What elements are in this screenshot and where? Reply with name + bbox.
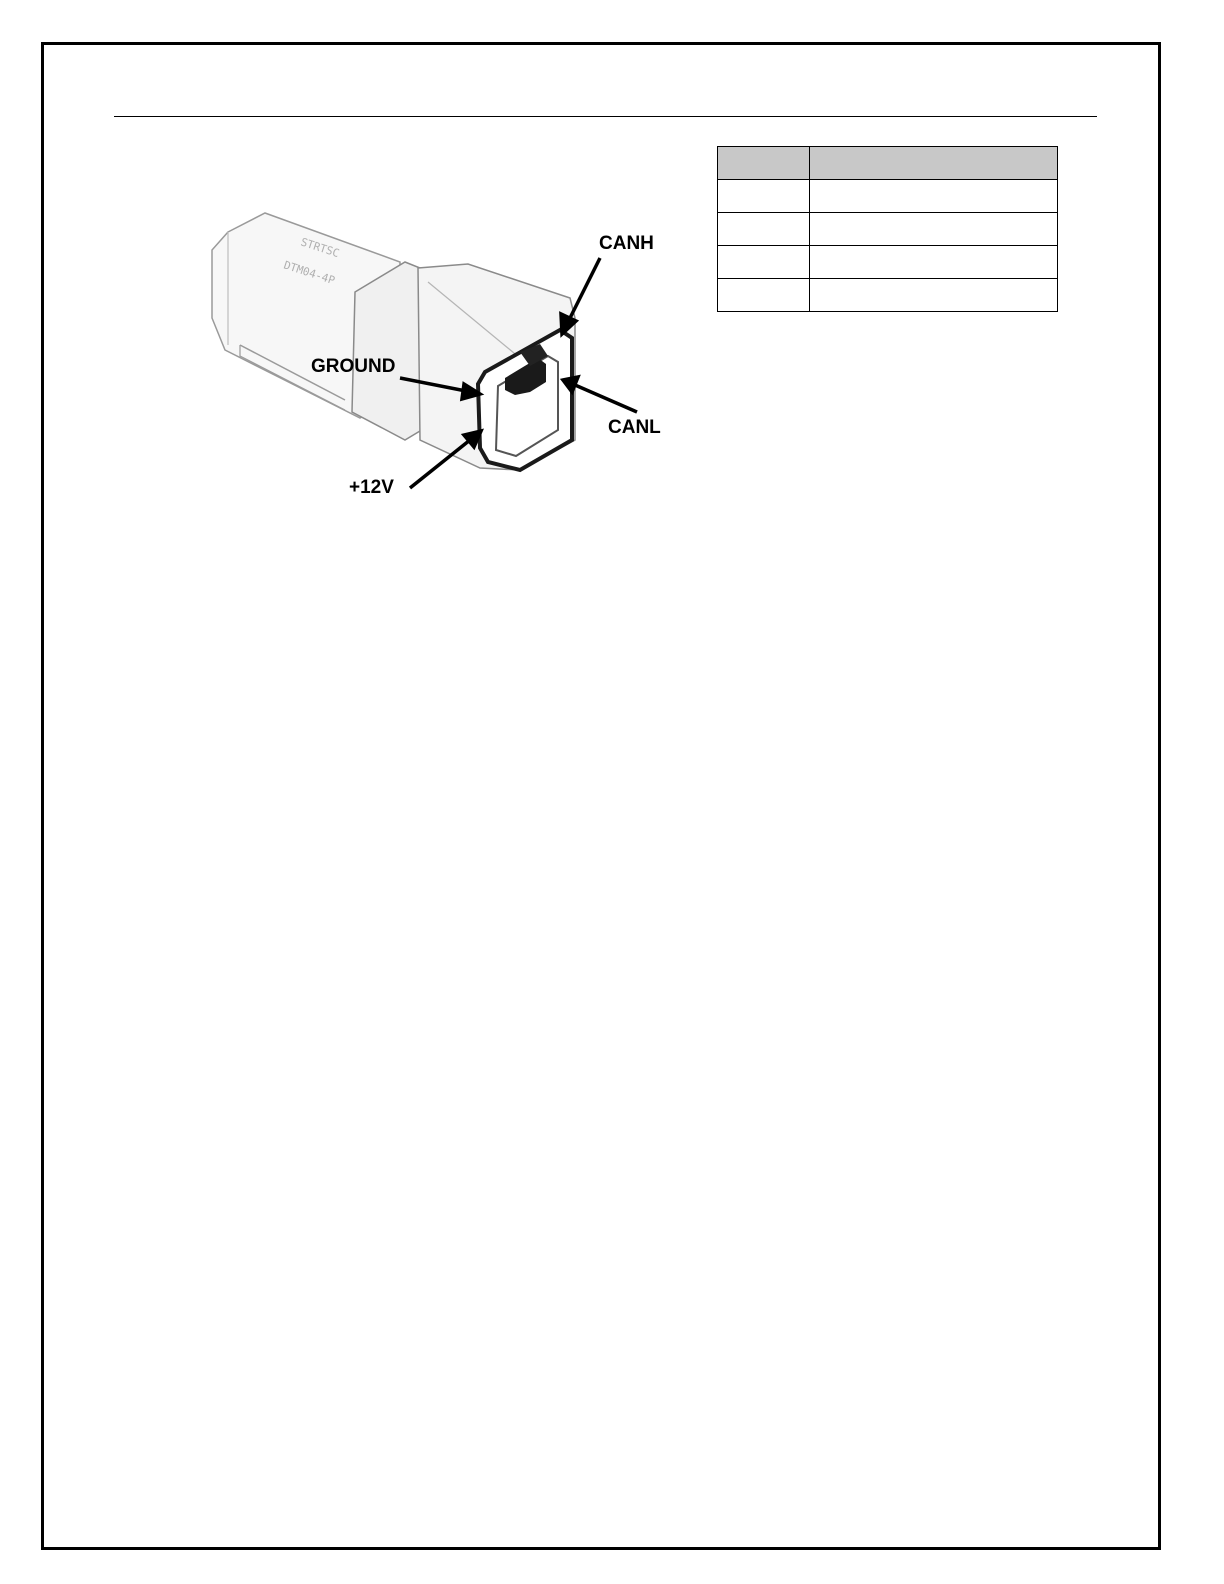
svg-text:DTM04-4P: DTM04-4P — [282, 258, 337, 288]
pin-assignment-table — [717, 146, 1058, 312]
header-divider — [114, 116, 1097, 117]
plus-12v-label: +12V — [349, 477, 394, 498]
table-header-cell — [718, 147, 810, 180]
table-cell — [810, 180, 1058, 213]
table-cell — [810, 279, 1058, 312]
table-cell — [718, 213, 810, 246]
table-cell — [718, 180, 810, 213]
table-cell — [718, 279, 810, 312]
table-cell — [810, 213, 1058, 246]
table-row — [718, 246, 1058, 279]
canl-label: CANL — [608, 417, 661, 438]
table-header-row — [718, 147, 1058, 180]
table-row — [718, 213, 1058, 246]
svg-text:STRTSC: STRTSC — [299, 235, 341, 261]
table-cell — [810, 246, 1058, 279]
table-cell — [718, 246, 810, 279]
ground-label: GROUND — [311, 356, 396, 377]
table-header-cell — [810, 147, 1058, 180]
canh-label: CANH — [599, 233, 654, 254]
table-row — [718, 279, 1058, 312]
table-row — [718, 180, 1058, 213]
